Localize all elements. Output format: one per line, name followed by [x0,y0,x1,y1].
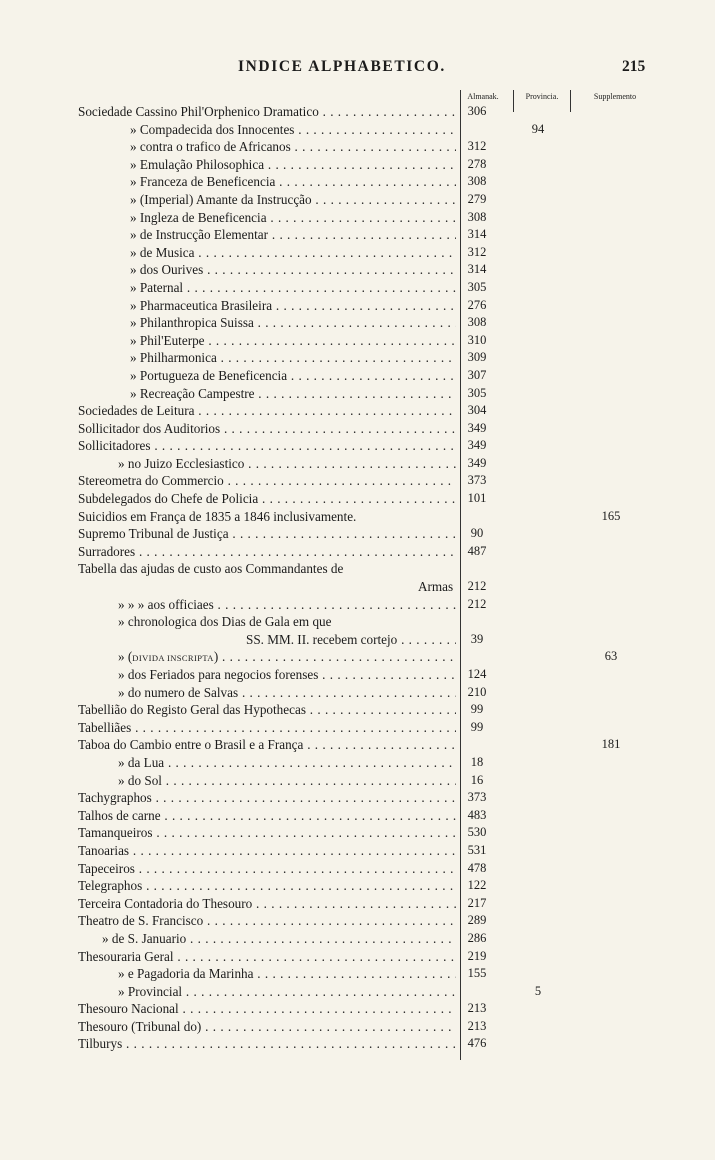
entry-label: Suicidios em França de 1835 a 1846 inclusivamente. [78,508,357,524]
almanak-page: 309 [467,350,487,365]
entry-label: » de Musica . . . [0,244,456,262]
almanak-page: 307 [467,367,487,382]
entry-label: » dos Feriados para negocios forenses . . . [0,666,456,684]
index-entry [0,648,715,666]
index-entry [0,525,715,543]
index-entry [0,824,715,842]
almanak-page: 373 [467,790,487,805]
index-entry [0,948,715,966]
index-entry [0,173,715,191]
index-entry [0,789,715,807]
provincia-page: 94 [531,121,545,136]
almanak-page: 310 [467,332,487,347]
almanak-page: 124 [467,667,487,681]
entry-label: » (Imperial) Amante da Instrucção . . . [0,191,456,209]
index-entry [0,156,715,174]
entry-label: Sociedades de Leitura . . . [0,402,456,420]
almanak-page: 16 [470,772,484,787]
entry-label: Sociedade Cassino Phil'Orphenico Dramatico . . . [0,103,456,121]
entry-label: » Portugueza de Beneficencia . . . [0,367,456,385]
almanak-page: 279 [467,191,487,206]
index-entry [0,508,715,526]
almanak-page: 217 [467,895,487,910]
index-entry [0,983,715,1001]
index-entry [0,965,715,983]
almanak-page: 289 [467,913,487,928]
almanak-page: 99 [470,719,484,734]
index-entry [0,596,715,614]
entry-label: » Pharmaceutica Brasileira . . . [0,297,456,315]
index-entry [0,349,715,367]
index-entry [0,279,715,297]
index-entry [0,385,715,403]
index-entry [0,244,715,262]
entry-label: » de Instrucção Elementar . . . [0,226,456,244]
almanak-page: 308 [467,174,487,189]
almanak-page: 349 [467,438,487,453]
index-entry [0,1018,715,1036]
index-entry [0,895,715,913]
index-entry [0,402,715,420]
index-entry [0,560,715,578]
entry-label: » » » aos officiaes . . . [0,596,456,614]
almanak-page: 308 [467,315,487,330]
entry-label: » Compadecida dos Innocentes . . . [0,121,456,139]
entry-label: » Emulação Philosophica . . . [0,156,456,174]
entry-label: » (DIVIDA INSCRIPTA) . . . [0,648,456,668]
index-entry [0,842,715,860]
index-entry [0,1035,715,1053]
almanak-page: 349 [467,420,487,435]
entry-label: Tanoarias . . . [0,842,456,860]
entry-label: » Philharmonica . . . [0,349,456,367]
index-entry [0,103,715,121]
supplemento-page: 181 [601,737,621,752]
provincia-page: 5 [534,983,542,998]
index-entry [0,930,715,948]
entry-label: Theatro de S. Francisco . . . [0,912,456,930]
entry-label: Tilburys . . . [0,1035,456,1053]
almanak-page: 349 [467,455,487,470]
index-entry [0,543,715,561]
almanak-page: 210 [467,684,487,699]
entry-label: » dos Ourives . . . [0,261,456,279]
index-entry [0,877,715,895]
entry-label: » Provincial . . . [0,983,456,1001]
index-entry [0,631,715,649]
almanak-page: 122 [467,878,487,893]
index-entry [0,420,715,438]
entry-label: Surradores . . . [0,543,456,561]
index-entry [0,437,715,455]
almanak-page: 312 [467,244,487,259]
index-entry [0,191,715,209]
entry-label: Taboa do Cambio entre o Brasil e a França . . . [0,736,456,754]
almanak-page: 373 [467,473,487,488]
entry-label: Talhos de carne . . . [0,807,456,825]
index-entry [0,367,715,385]
almanak-page: 308 [467,209,487,224]
almanak-page: 18 [470,754,484,769]
entry-label: » Ingleza de Beneficencia . . . [0,209,456,227]
index-entry [0,719,715,737]
entry-label: Thesouraria Geral . . . [0,948,456,966]
index-entry [0,297,715,315]
index-entry [0,684,715,702]
entry-label: » Recreação Campestre . . . [0,385,456,403]
almanak-page: 276 [467,297,487,312]
entry-label: SS. MM. II. recebem cortejo . . . [0,631,456,649]
index-entry [0,807,715,825]
index-entry [0,772,715,790]
almanak-page: 213 [467,1018,487,1033]
entry-label: Sollicitador dos Auditorios . . . [0,420,456,438]
entry-label: » da Lua . . . [0,754,456,772]
almanak-page: 478 [467,860,487,875]
almanak-page: 314 [467,227,487,242]
entry-label: » do Sol . . . [0,772,456,790]
index-entry [0,860,715,878]
index-entry [0,736,715,754]
index-entry [0,578,715,596]
almanak-page: 306 [467,104,487,118]
index-entry [0,754,715,772]
entry-label: Tachygraphos . . . [0,789,456,807]
entry-label: Tapeceiros . . . [0,860,456,878]
index-entries [0,103,715,1053]
entry-label: Thesouro (Tribunal do) . . . [0,1018,456,1036]
column-header-supplemento: Supplemento [593,92,637,101]
almanak-page: 219 [467,948,487,963]
entry-label: Sollicitadores . . . [0,437,456,455]
entry-label: Supremo Tribunal de Justiça . . . [0,525,456,543]
index-entry [0,121,715,139]
almanak-page: 278 [467,156,487,171]
entry-label: » Franceza de Beneficencia . . . [0,173,456,191]
page-title: INDICE ALPHABETICO. [238,58,446,75]
entry-label: » contra o trafico de Africanos . . . [0,138,456,156]
supplemento-page: 165 [601,508,621,523]
index-entry [0,261,715,279]
entry-label: » no Juizo Ecclesiastico . . . [0,455,456,473]
index-entry [0,1000,715,1018]
entry-label: Tabelliães . . . [0,719,456,737]
index-entry [0,226,715,244]
index-entry [0,666,715,684]
entry-label: » de S. Januario . . . [0,930,456,948]
almanak-page: 101 [467,491,487,506]
index-entry [0,701,715,719]
almanak-page: 212 [467,579,487,594]
index-entry [0,490,715,508]
entry-label: » do numero de Salvas . . . [0,684,456,702]
entry-label: » Philanthropica Suissa . . . [0,314,456,332]
index-entry [0,613,715,631]
entry-label: Armas . . . [0,578,456,596]
supplemento-page: 63 [604,649,618,664]
entry-label: Terceira Contadoria do Thesouro . . . [0,895,456,913]
index-entry [0,314,715,332]
almanak-page: 90 [470,526,484,541]
almanak-page: 305 [467,279,487,294]
entry-label: » e Pagadoria da Marinha . . . [0,965,456,983]
column-header-almanak: Almanak. [467,92,499,101]
column-header-provincia: Provincia. [525,92,559,101]
almanak-page: 304 [467,403,487,418]
index-entry [0,472,715,490]
entry-label: Telegraphos . . . [0,877,456,895]
page-number: 215 [622,58,646,75]
entry-label: » Phil'Euterpe . . . [0,332,456,350]
almanak-page: 314 [467,262,487,277]
almanak-page: 530 [467,825,487,840]
entry-label: Tabella das ajudas de custo aos Commandantes de [78,561,344,577]
index-entry [0,209,715,227]
entry-label: Stereometra do Commercio . . . [0,472,456,490]
almanak-page: 531 [467,842,487,857]
entry-label: » chronologica dos Dias de Gala em que [118,614,332,630]
index-entry [0,332,715,350]
almanak-page: 213 [467,1001,487,1016]
index-entry [0,912,715,930]
almanak-page: 305 [467,385,487,400]
almanak-page: 476 [467,1036,487,1051]
entry-label: Tabellião do Registo Geral das Hypothecas . . . [0,701,456,719]
almanak-page: 155 [467,966,487,981]
almanak-page: 99 [470,702,484,717]
almanak-page: 212 [467,596,487,611]
almanak-page: 39 [470,631,484,646]
entry-label: » Paternal . . . [0,279,456,297]
almanak-page: 487 [467,543,487,558]
entry-label: Thesouro Nacional . . . [0,1000,456,1018]
almanak-page: 483 [467,807,487,822]
almanak-page: 312 [467,139,487,154]
entry-label: Tamanqueiros . . . [0,824,456,842]
index-entry [0,138,715,156]
almanak-page: 286 [467,930,487,945]
index-entry [0,455,715,473]
entry-label: Subdelegados do Chefe de Policia . . . [0,490,456,508]
